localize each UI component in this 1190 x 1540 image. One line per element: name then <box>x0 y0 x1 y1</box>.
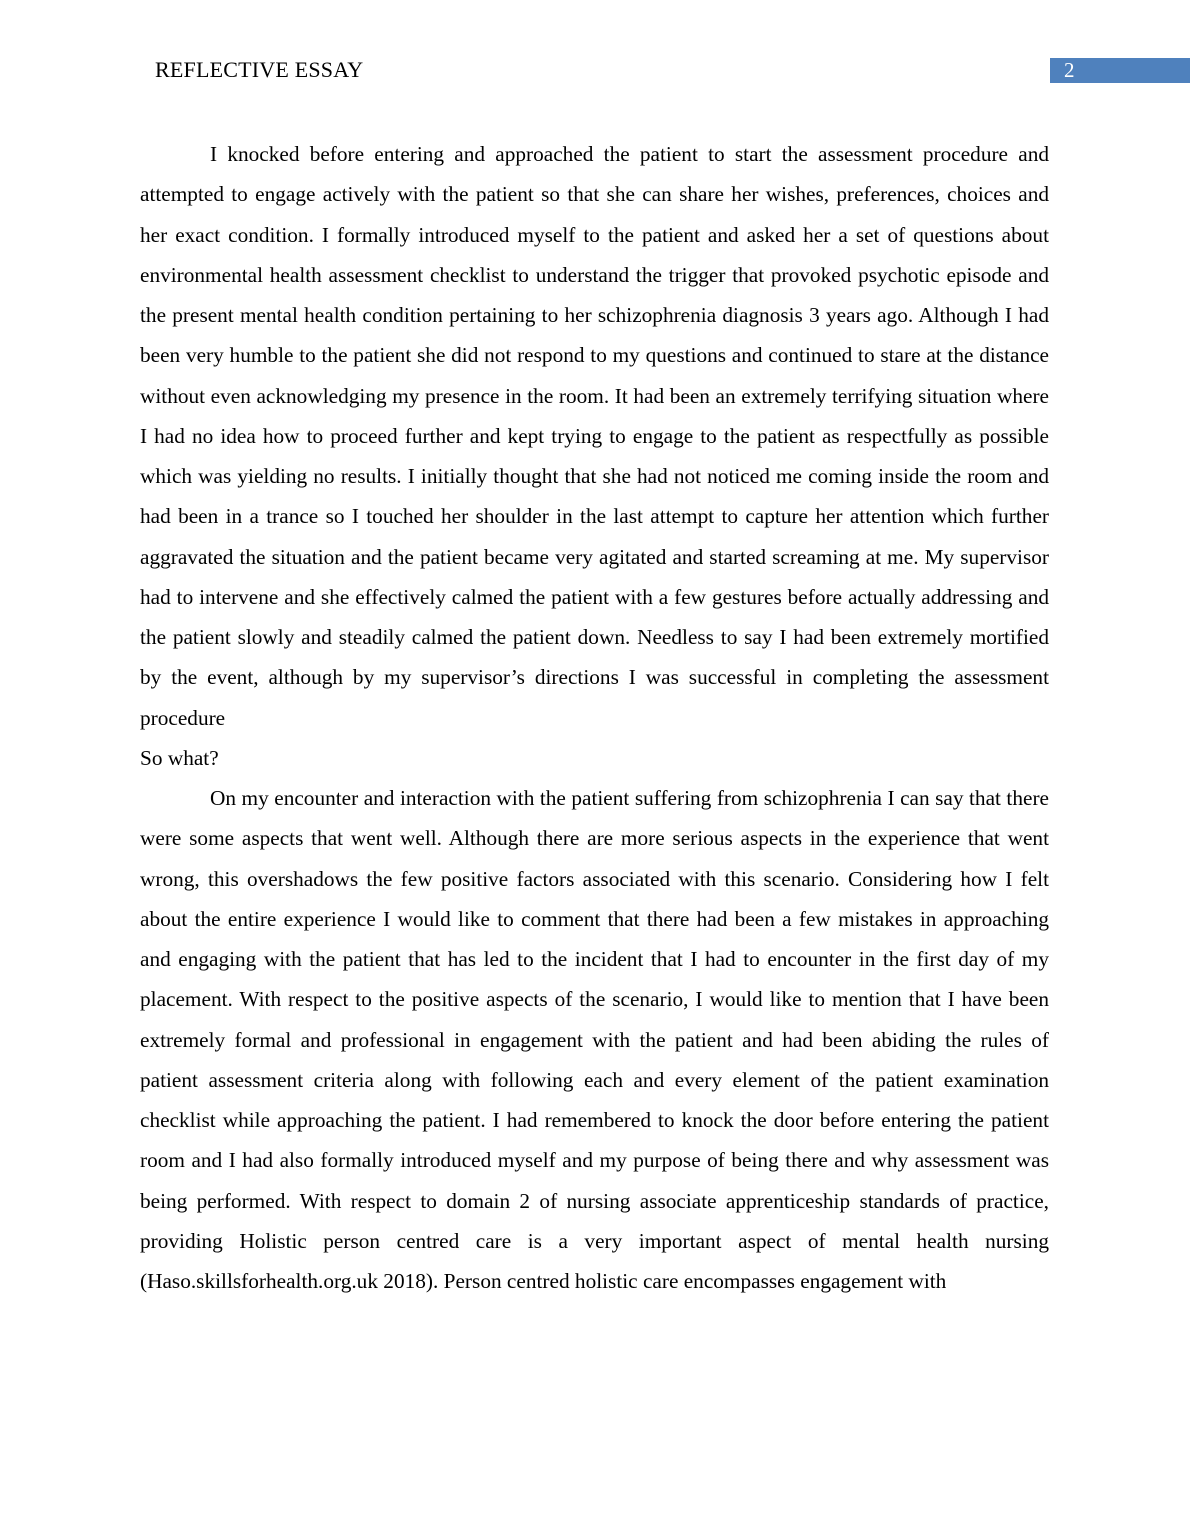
body-paragraph-1: I knocked before entering and approached the patient to start the assessment procedure and attempted to engage actively with the patient so that she can share her wishes, preferences, choices and her exact condition. I formally introduced myself to the patient and asked her a set of questions about environmental health assessment checklist to understand the trigger that provoked psychotic episode and the present mental health condition pertaining to her schizophrenia diagnosis 3 years ago. Although I had been very humble to the patient she did not respond to my questions and continued to stare at the distance without even acknowledging my presence in the room. It had been an extremely terrifying situation where I had no idea how to proceed further and kept trying to engage to the patient as respectfully as possible which was yielding no results. I initially thought that she had not noticed me coming inside the room and had been in a trance so I touched her shoulder in the last attempt to capture her attention which further aggravated the situation and the patient became very agitated and started screaming at me. My supervisor had to intervene and she effectively calmed the patient with a few gestures before actually addressing and the patient slowly and steadily calmed the patient down. Needless to say I had been extremely mortified by the event, although by my supervisor’s directions I was successful in completing the assessment procedure <box>140 142 1049 730</box>
page-number-box <box>1050 58 1190 83</box>
body-paragraph-2: On my encounter and interaction with the patient suffering from schizophrenia I can say that there were some aspects that went well. Although there are more serious aspects in the experience that went wrong, this overshadows the few positive factors associated with this scenario. Considering how I felt about the entire experience I would like to comment that there had been a few mistakes in approaching and engaging with the patient that has led to the incident that I had to encounter in the first day of my placement. With respect to the positive aspects of the scenario, I would like to mention that I have been extremely formal and professional in engagement with the patient and had been abiding the rules of patient assessment criteria along with following each and every element of the patient examination checklist while approaching the patient. I had remembered to knock the door before entering the patient room and I had also formally introduced myself and my purpose of being there and why assessment was being performed. With respect to domain 2 of nursing associate apprenticeship standards of practice, providing Holistic person centred care is a very important aspect of mental health nursing (Haso.skillsforhealth.org.uk 2018). Person centred holistic care encompasses engagement with <box>140 786 1049 1293</box>
running-header-title: REFLECTIVE ESSAY <box>155 57 364 82</box>
page-number: 2 <box>1064 58 1075 82</box>
section-heading-so-what: So what? <box>140 745 219 770</box>
document-body <box>140 134 1049 1301</box>
